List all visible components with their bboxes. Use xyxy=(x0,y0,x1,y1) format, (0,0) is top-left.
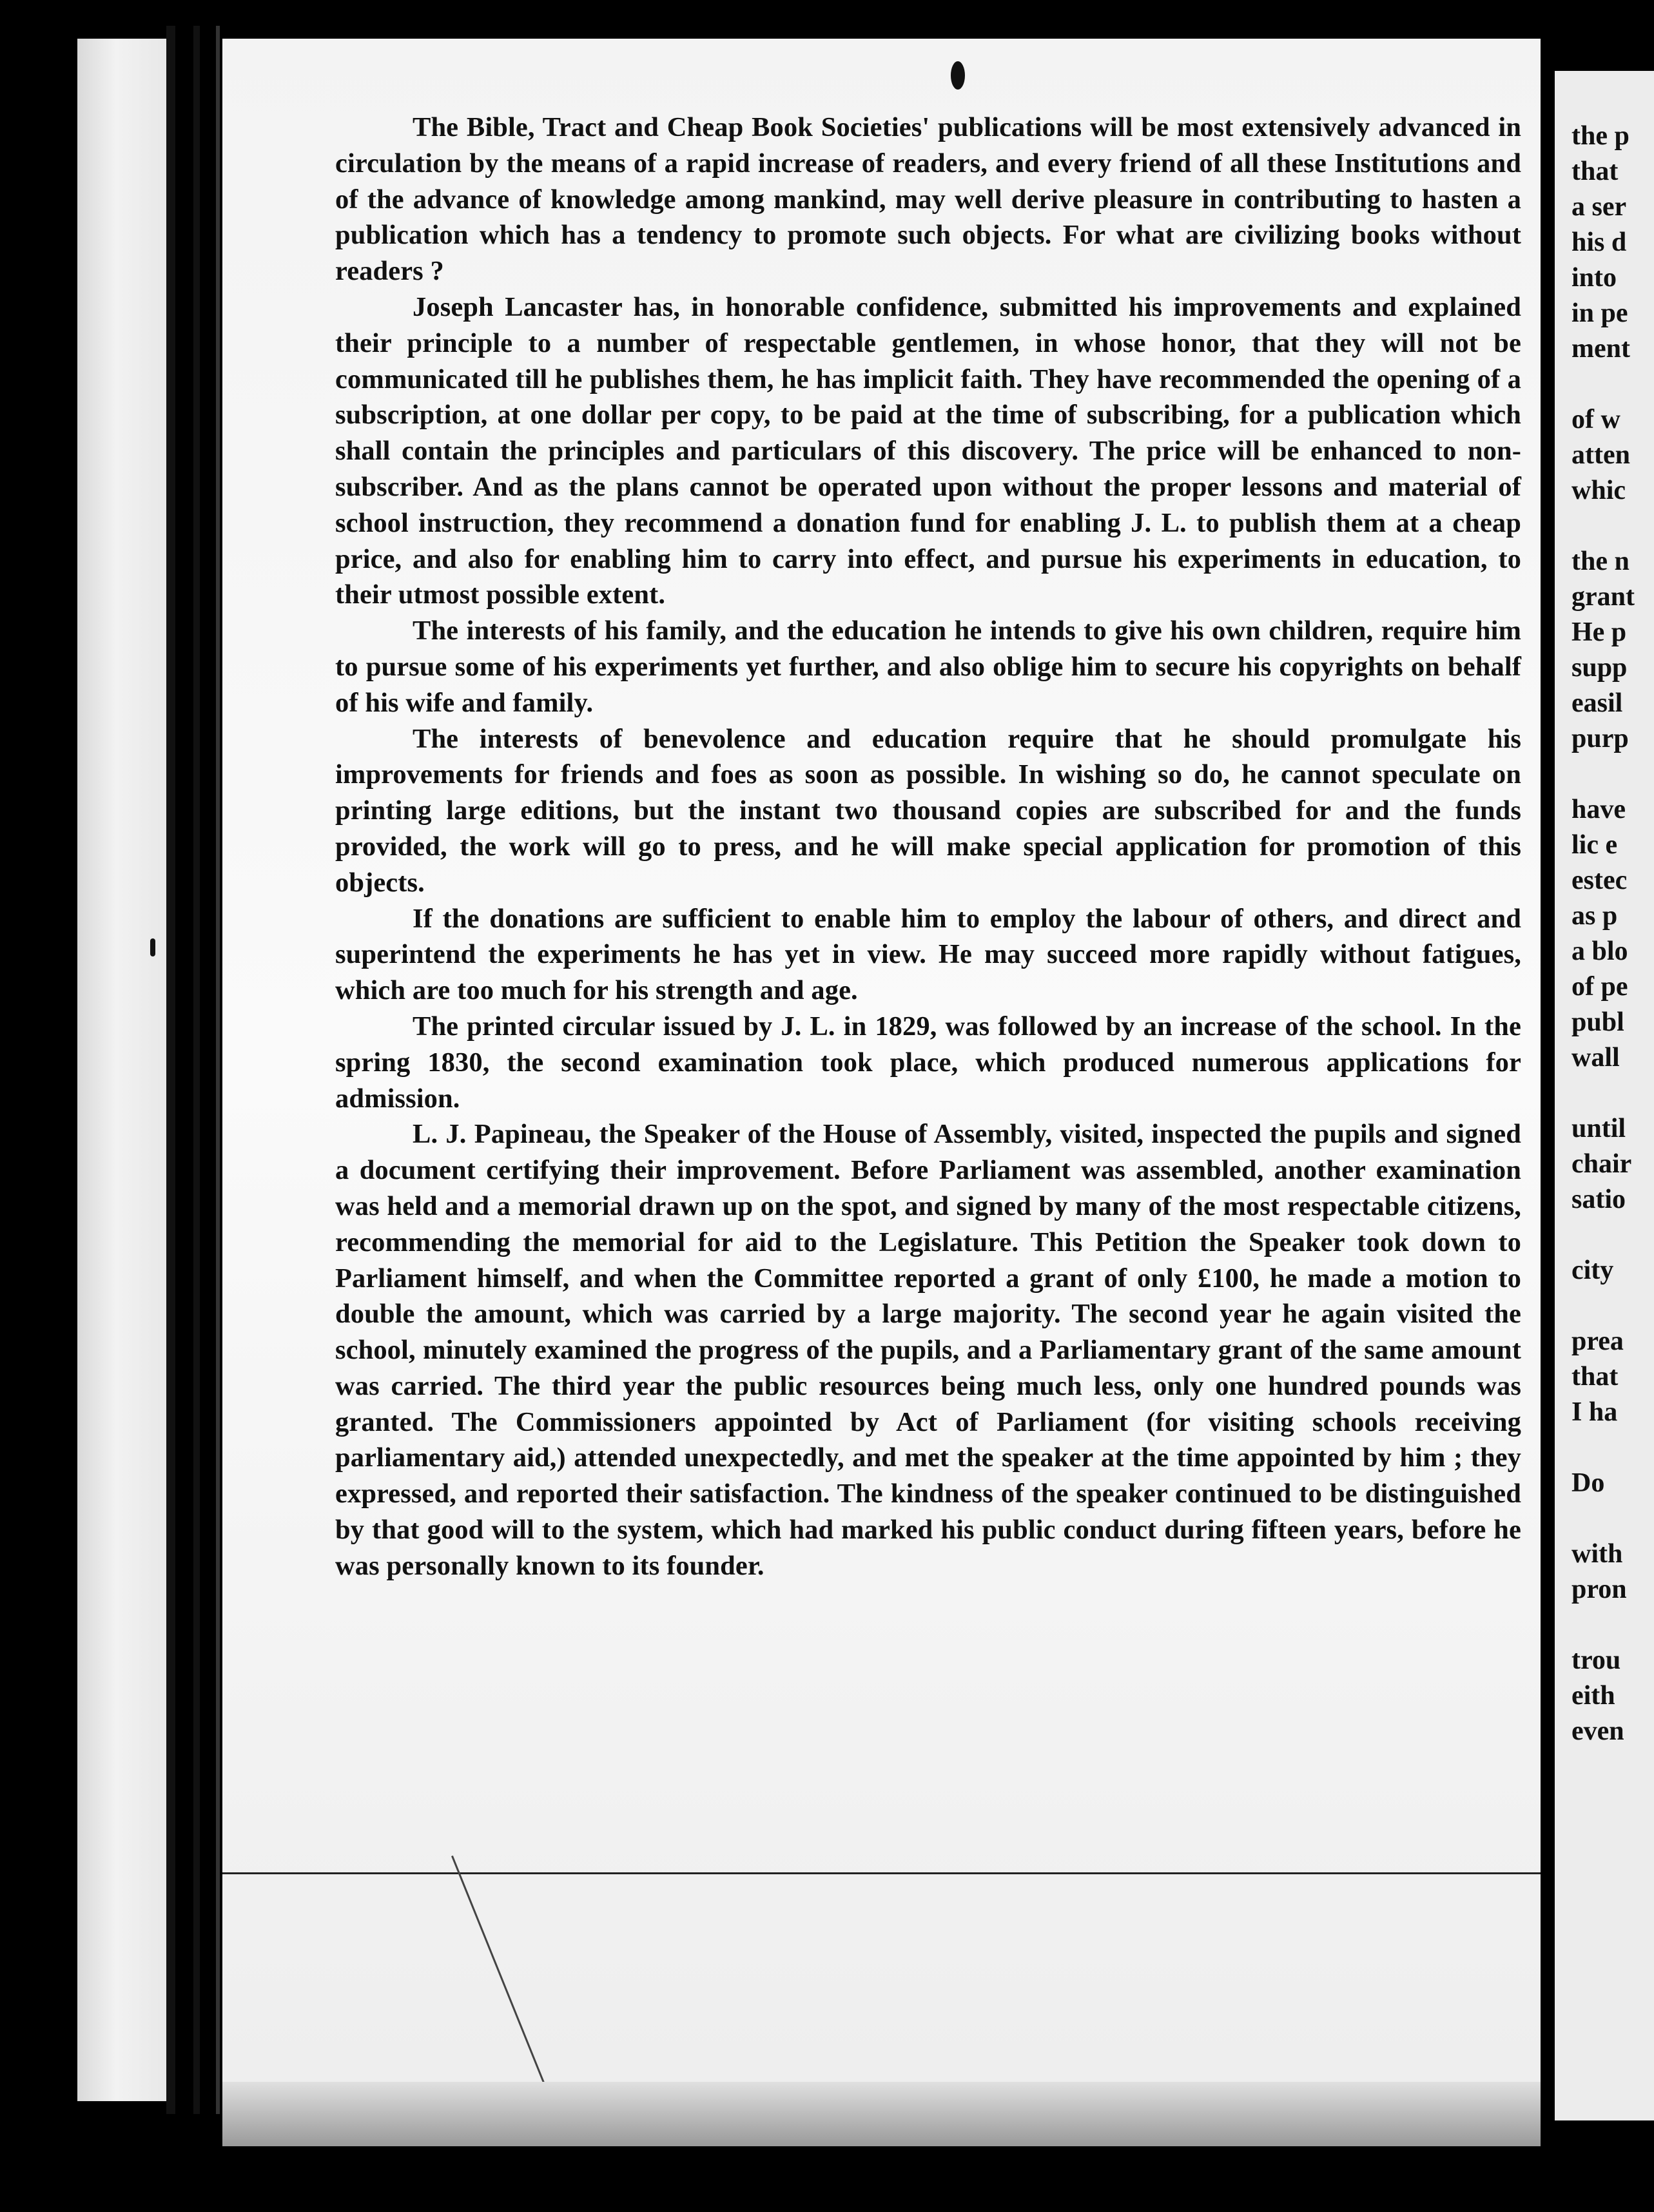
page-bottom-shadow xyxy=(222,2082,1541,2146)
paragraph: The Bible, Tract and Cheap Book Societies' publications will be most extensively advanced in circulation by the means of a rapid increase of readers, and every friend of all these Institutions and of the advance of knowledge among mankind, may well derive pleasure in contributing to hasten a publication which has a tendency to promote such objects. For what are civilizing books without readers ? xyxy=(335,112,1521,287)
next-page-fragment: wall xyxy=(1571,1043,1620,1072)
ink-speck xyxy=(150,938,155,956)
page-mark xyxy=(951,61,965,90)
next-page-fragment: a blo xyxy=(1571,936,1628,966)
next-page-fragment: satio xyxy=(1571,1185,1626,1214)
next-page-fragment: easil xyxy=(1571,688,1623,718)
paragraph: L. J. Papineau, the Speaker of the House of Assembly, visited, inspected the pupils and signed a document certifying their improvement. Before Parliament was assembled, another examination was held and a memorial drawn up on the spot, and signed by many of the most respectable citizens, recommending the memorial for aid to the Legislature. This Petition the Speaker took down to Parliament himself, and when the Committee reported a grant of only £100, he made a motion to double the amount, which was carried by a large majority. The second year he again visited the school, minutely examined the progress of the pupils, and a Parliamentary grant of the same amount was carried. The third year the public resources being much less, only one hundred pounds was granted. The Commissioners appointed by Act of Parliament (for visiting schools receiving parliamentary aid,) attended unexpectedly, and met the speaker at the time appointed by him ; they expressed, and reported their satisfaction. The kindness of the speaker continued to be distinguished by that good will to the system, which had marked his public conduct during fifteen years, before he was personally known to its founder. xyxy=(335,1119,1521,1581)
paragraph: The printed circular issued by J. L. in 1829, was followed by an increase of the school. In the spring 1830, the second examination took place, which produced numerous applications for admission. xyxy=(335,1011,1521,1114)
paragraph: Joseph Lancaster has, in honorable confidence, submitted his improvements and explained their principle to a number of respectable gentlemen, in whose honor, that they will not be communicated till he publishes them, he has implicit faith. They have recommended the opening of a subscription, at one dollar per copy, to be paid at the time of subscribing, for a publication which shall contain the principles and particulars of this discovery. The price will be enhanced to non-subscriber. And as the plans cannot be operated upon without the proper lessons and material of school instruction, they recommend a donation fund for enabling J. L. to publish them at a cheap price, and also for enabling him to carry into effect, and pursue his experiments in education, to their utmost possible extent. xyxy=(335,291,1521,610)
next-page-fragment: publ xyxy=(1571,1007,1624,1037)
gutter-line xyxy=(216,26,220,2114)
next-page-fragment: a ser xyxy=(1571,192,1627,222)
paragraph: The interests of benevolence and education require that he should promulgate his improvements for friends and foes as soon as possible. In wishing so do, he cannot speculate on printing large editions, but the instant two thousand copies are subscribed for and the funds provided, the work will go to press, and he will make special application for promotion of this objects. xyxy=(335,723,1521,898)
next-page-fragment: trou xyxy=(1571,1645,1621,1675)
paragraph: The interests of his family, and the education he intends to give his own children, require him to pursue some of his experiments yet further, and also oblige him to secure his copyrights on behalf of his wife and family. xyxy=(335,616,1521,718)
next-page-fragment: have xyxy=(1571,795,1626,824)
gutter-line xyxy=(193,26,200,2114)
page-body-text xyxy=(335,110,1521,1584)
next-page-fragment: prea xyxy=(1571,1326,1624,1356)
next-page-fragment: with xyxy=(1571,1539,1623,1569)
next-page-fragment: in pe xyxy=(1571,298,1628,328)
next-page-fragment: pron xyxy=(1571,1575,1627,1604)
previous-page-edge xyxy=(77,39,174,2101)
next-page-fragment: eith xyxy=(1571,1681,1615,1711)
gutter-line xyxy=(166,26,175,2114)
next-page-fragment: atten xyxy=(1571,440,1630,470)
next-page-fragment: as p xyxy=(1571,901,1618,931)
next-page-fragment: chair xyxy=(1571,1149,1632,1179)
next-page-fragment: supp xyxy=(1571,653,1628,683)
next-page-fragment: whic xyxy=(1571,476,1626,505)
next-page-fragment: until xyxy=(1571,1114,1626,1143)
next-page-fragment: lic e xyxy=(1571,830,1618,860)
paragraph: If the donations are sufficient to enable him to employ the labour of others, and direct and superintend the experiments he has yet in view. He may succeed more rapidly without fatigues, which are too much for his strength and age. xyxy=(335,903,1521,1006)
next-page-fragment: even xyxy=(1571,1716,1624,1746)
next-page-fragment: estec xyxy=(1571,866,1628,895)
next-page-edge xyxy=(1555,71,1654,2120)
next-page-fragment: ment xyxy=(1571,334,1630,364)
next-page-fragment: grant xyxy=(1571,582,1635,612)
next-page-fragment: into xyxy=(1571,263,1617,293)
next-page-fragment: the n xyxy=(1571,547,1630,576)
scan-artifact-line xyxy=(222,1872,1654,1874)
next-page-fragment: of w xyxy=(1571,405,1620,434)
next-page-fragment: his d xyxy=(1571,228,1627,257)
next-page-fragment: Do xyxy=(1571,1468,1605,1498)
next-page-fragment: I ha xyxy=(1571,1397,1618,1427)
next-page-fragment: city xyxy=(1571,1256,1614,1285)
next-page-fragment: purp xyxy=(1571,724,1629,753)
next-page-fragment: He p xyxy=(1571,617,1627,647)
page-divider xyxy=(1541,26,1555,2127)
next-page-fragment: of pe xyxy=(1571,972,1628,1002)
next-page-fragment: that xyxy=(1571,157,1619,186)
next-page-fragment: that xyxy=(1571,1362,1619,1392)
next-page-fragment: the p xyxy=(1571,121,1630,151)
